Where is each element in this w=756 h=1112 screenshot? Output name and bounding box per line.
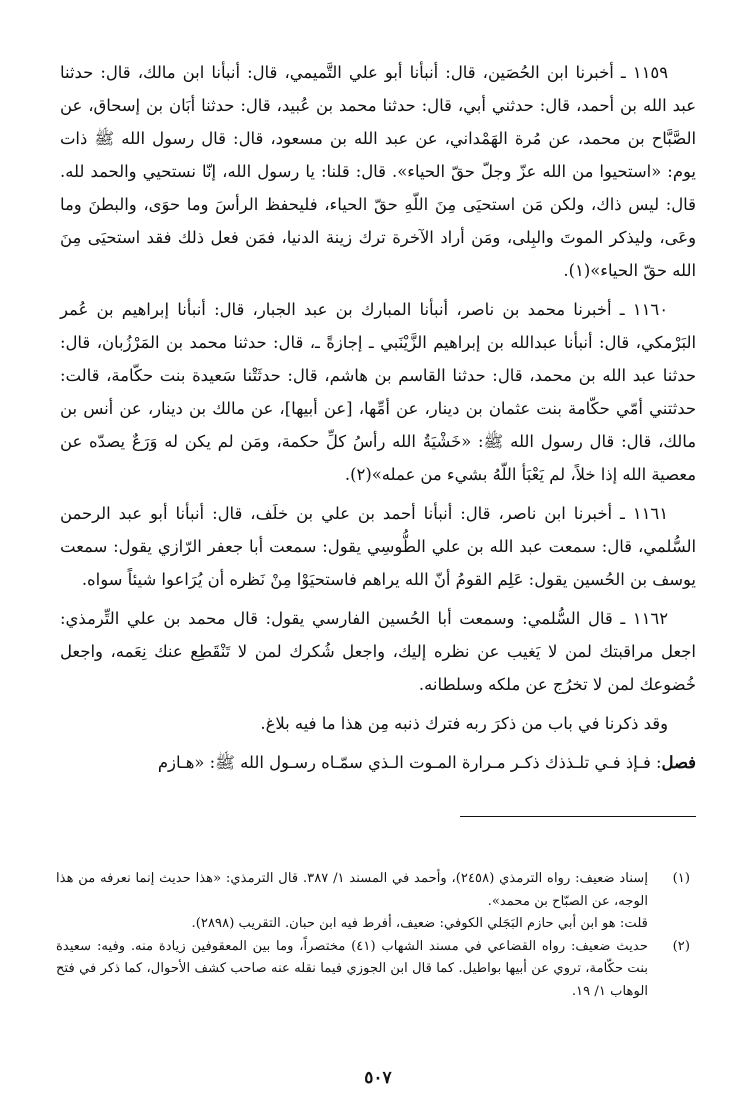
footnote-body (56, 868, 648, 936)
footnote-number: (١) (672, 871, 690, 886)
fasl-paragraph (60, 746, 696, 779)
page-number: ٥٠٧ (364, 1068, 392, 1088)
footnote-line: حديث ضعيف: رواه القضاعي في مسند الشهاب (٤١) مختصراً، وما بين المعقوفين زيادة منه. وفيه: سعيدة بنت حكّامة، تروي عن أبيها بواطيل. كما قال ابن الجوزي فيما نقله عنه صاحب كشف الأحوال، كما ذكر في فتح الوهاب ١/ ١٩. (56, 938, 648, 999)
footnote-separator (460, 816, 696, 817)
footnote-line: قلت: هو ابن أبي حازم البَجَلي الكوفي: ضعيف، أفرط فيه ابن حبان. التقريب (٢٨٩٨). (191, 916, 648, 931)
fasl-label: فصل (661, 753, 696, 772)
fasl-text: : فـإذ فـي تلـذذك ذكـر مـرارة المـوت الـذي سمّـاه رسـول الله ﷺ: «هـازم (157, 753, 662, 772)
footnote-line: إسناد ضعيف: رواه الترمذي (٢٤٥٨)، وأحمد في المسند ١/ ٣٨٧. قال الترمذي: «هذا حديث إنما نعرفه من هذا الوجه، عن الصبّاح بن محمد». (56, 871, 649, 909)
footnote-number: (٢) (672, 938, 690, 954)
hadith-1161: ١١٦١ ـ أخبرنا ابن ناصر، قال: أنبأنا أحمد بن علي بن خلَف، قال: أنبأنا أبو عبد الرحمن السُّلمي، قال: سمعت عبد الله بن علي الطُّوسِي يقول: سمعت أبا جعفر الرّازي يقول: سمعت يوسف بن الحُسين يقول: عَلِم القومُ أنّ الله يراهم فاستحيَوْا مِنْ نَظره أن يُرَاعوا شيئاً سواه. (60, 504, 696, 589)
closing-line: وقد ذكرنا في باب من ذكرَ ربه فترك ذنبه مِن هذا ما فيه بلاغ. (260, 714, 668, 733)
footnote-body (56, 936, 648, 1004)
footnotes (56, 868, 696, 1003)
main-text (60, 56, 696, 779)
footnote-1 (56, 868, 696, 936)
hadith-1159: ١١٥٩ ـ أخبرنا ابن الحُصَين، قال: أنبأنا أبو علي التَّميمي، قال: أنبأنا ابن مالك، قال: حدثنا عبد الله بن أحمد، قال: حدثني أبي، قال: حدثنا محمد بن عُبيد، قال: حدثنا أبَان بن إسحاق، عن الصَّبَّاح بن محمد، عن مُرة الهَمْداني، عن عبد الله بن مسعود، قال: قال رسول الله ﷺ ذات يوم: «استحيوا من الله عزّ وجلّ حقّ الحياء». قال: قلنا: يا رسول الله، إنّا نستحيي والحمد لله. قال: ليس ذاك، ولكن مَن استحيَى مِنَ اللّهِ حقّ الحياء، فليحفظ الرأسَ وما حوَى، والبطنَ وما وعَى، وليذكر الموتَ والبِلى، ومَن أراد الآخرة ترك زينة الدنيا، فمَن فعل ذلك فقد استحيَى مِنَ الله حقّ الحياء»(١). (60, 63, 696, 280)
hadith-1160: ١١٦٠ ـ أخبرنا محمد بن ناصر، أنبأنا المبارك بن عبد الجبار، قال: أنبأنا إبراهيم بن عُمر البَرْمكي، قال: أنبأنا عبدالله بن إبراهيم الزَّيْنَبي ـ إجازةً ـ، قال: حدثنا محمد بن المَرْزُبان، قال: حدثنا عبد الله بن محمد، قال: حدثنا القاسم بن هاشم، قال: حدثَتْنا سَعيدة بنت حكّامة، قالت: حدثتني أمّي حكّامة بنت عثمان بن دينار، عن أمِّها، [عن أبيها]، عن مالك بن دينار، عن أنس بن مالك، قال: قال رسول الله ﷺ: «خَشْيَةُ الله رأسُ كلِّ حكمة، ومَن لم يكن له وَرَعٌ يصدّه عن معصية الله إذا خلاً، لم يَعْبَأ اللّهُ بشيء من عمله»(٢). (60, 300, 696, 484)
hadith-1162: ١١٦٢ ـ قال السُّلمي: وسمعت أبا الحُسين الفارسي يقول: قال محمد بن علي التِّرمذي: اجعل مراقبتك لمن لا يَغيب عن نظره إليك، واجعل شُكرك لمن لا تَنْقَطِع عنك نِعَمه، واجعل خُضوعك لمن لا تخرُج عن ملكه وسلطانه. (60, 609, 696, 694)
footnote-2 (56, 936, 696, 1004)
